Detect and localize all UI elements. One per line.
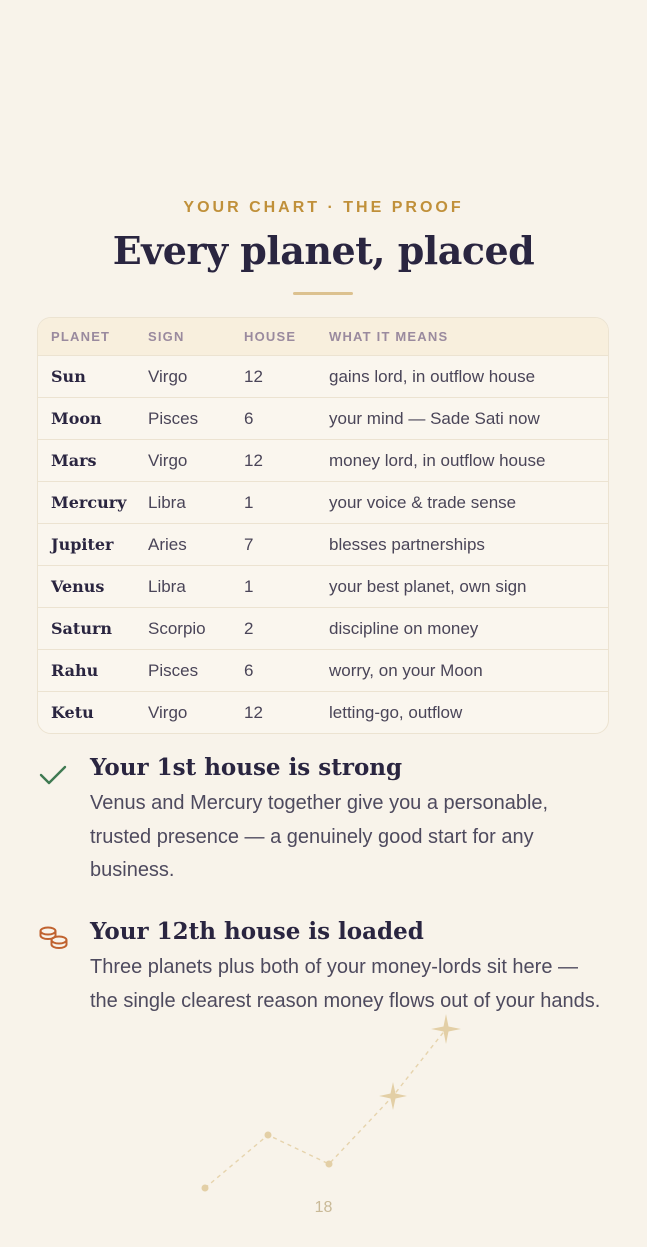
section-eyebrow: YOUR CHART · THE PROOF xyxy=(183,199,464,216)
meaning-cell: blesses partnerships xyxy=(329,534,485,554)
planet-cell: Mars xyxy=(51,451,97,470)
column-header-sign: SIGN xyxy=(148,329,185,344)
sign-cell: Pisces xyxy=(148,660,199,680)
sign-cell: Virgo xyxy=(148,450,188,470)
page-number: 18 xyxy=(314,1199,333,1216)
column-header-planet: PLANET xyxy=(51,329,111,344)
page-title: Every planet, placed xyxy=(112,228,535,273)
star-dot xyxy=(265,1132,272,1139)
meaning-cell: money lord, in outflow house xyxy=(329,450,546,470)
house-cell: 2 xyxy=(244,618,254,638)
sign-cell: Libra xyxy=(148,492,186,512)
sparkle-icon xyxy=(379,1082,407,1110)
planet-cell: Rahu xyxy=(51,661,99,680)
star-dot xyxy=(326,1161,333,1168)
house-cell: 1 xyxy=(244,576,254,596)
house-cell: 6 xyxy=(244,408,254,428)
coins-icon xyxy=(38,922,70,954)
meaning-cell: letting-go, outflow xyxy=(329,702,463,722)
checkmark-icon xyxy=(38,758,70,790)
meaning-cell: worry, on your Moon xyxy=(329,660,483,680)
insight-body: Three planets plus both of your money-lords sit here — the single clearest reason money flows out of your hands. xyxy=(90,956,601,1012)
meaning-cell: discipline on money xyxy=(329,618,479,638)
meaning-cell: your voice & trade sense xyxy=(329,492,517,512)
planet-cell: Venus xyxy=(51,577,105,596)
sign-cell: Virgo xyxy=(148,702,188,722)
column-header-meaning: WHAT IT MEANS xyxy=(329,329,449,344)
planet-cell: Saturn xyxy=(51,619,113,638)
column-header-house: HOUSE xyxy=(244,329,297,344)
planet-cell: Sun xyxy=(51,367,86,386)
insight-title: Your 12th house is loaded xyxy=(90,918,424,945)
meaning-cell: your mind — Sade Sati now xyxy=(329,408,540,428)
meaning-cell: your best planet, own sign xyxy=(329,576,527,596)
sign-cell: Libra xyxy=(148,576,186,596)
house-cell: 12 xyxy=(244,366,263,386)
house-cell: 12 xyxy=(244,702,263,722)
house-cell: 1 xyxy=(244,492,254,512)
insight-body: Venus and Mercury together give you a personable, trusted presence — a genuinely good start for any business. xyxy=(90,792,549,881)
sign-cell: Virgo xyxy=(148,366,188,386)
star-dot xyxy=(202,1185,209,1192)
sign-cell: Scorpio xyxy=(148,618,206,638)
planet-cell: Mercury xyxy=(51,493,127,512)
planet-cell: Jupiter xyxy=(51,535,114,554)
house-cell: 6 xyxy=(244,660,254,680)
planet-cell: Ketu xyxy=(51,703,94,722)
planet-cell: Moon xyxy=(51,409,102,428)
sign-cell: Pisces xyxy=(148,408,199,428)
meaning-cell: gains lord, in outflow house xyxy=(329,366,536,386)
house-cell: 12 xyxy=(244,450,263,470)
insight-title: Your 1st house is strong xyxy=(90,754,403,781)
sparkle-icon xyxy=(431,1014,461,1044)
house-cell: 7 xyxy=(244,534,254,554)
sign-cell: Aries xyxy=(148,534,187,554)
